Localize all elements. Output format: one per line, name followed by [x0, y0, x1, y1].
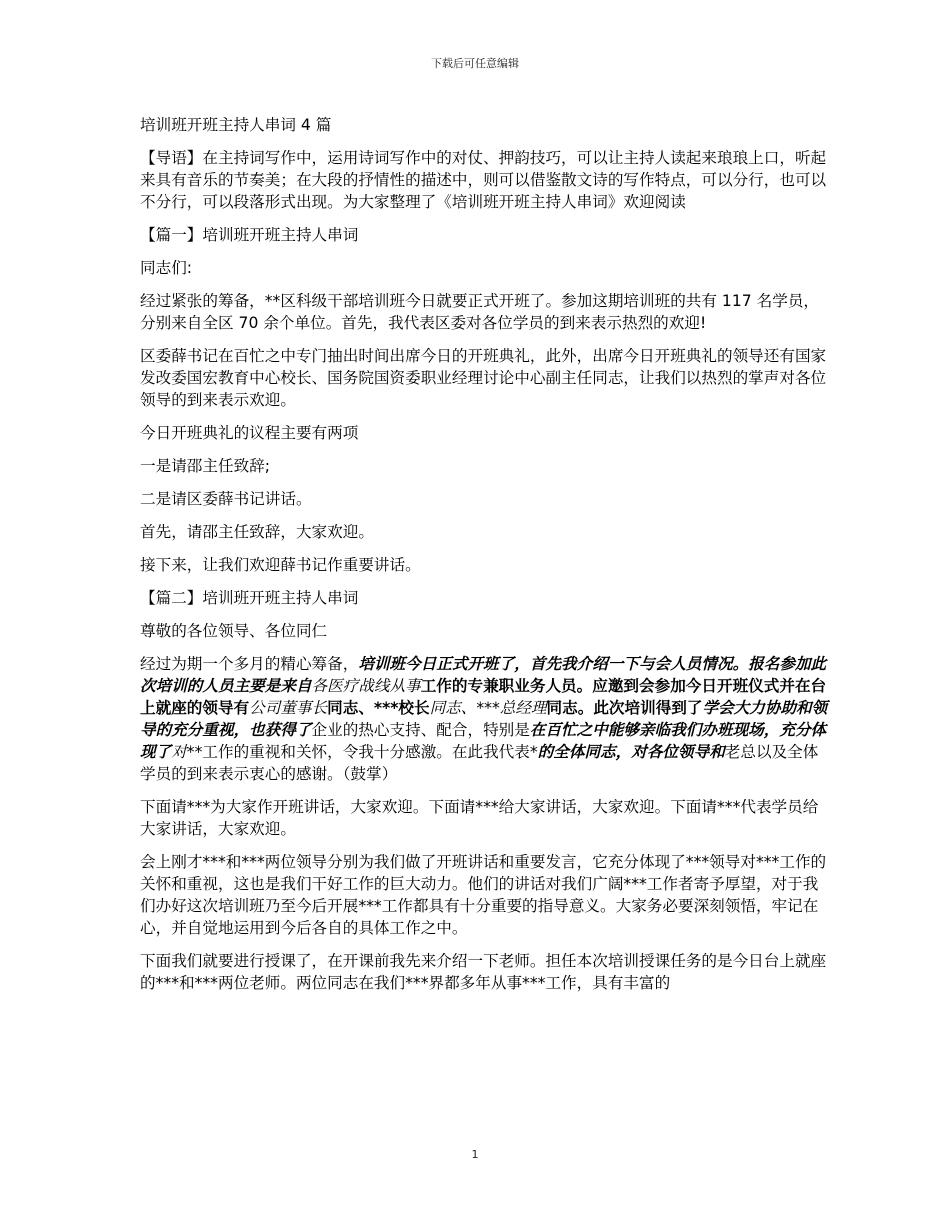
paragraph: 下面请***为大家作开班讲话，大家欢迎。下面请***给大家讲话，大家欢迎。下面请***代表学员给大家讲话，大家欢迎。 [140, 798, 819, 838]
paragraph: 区委薛书记在百忙之中专门抽出时间出席今日的开班典礼，此外，出席今日开班典礼的领导还有国家发改委国宏教育中心校长、国务院国资委职业经理讨论中心副主任同志，让我们以热烈的掌声对各位领导的到来表示欢迎。 [140, 347, 827, 409]
paragraph: 同志们: [140, 259, 193, 277]
italic-run: 各医疗战线从事 [311, 677, 421, 695]
section-two-heading: 【篇二】培训班开班主持人串词 [140, 589, 359, 607]
section-one-heading: 【篇一】培训班开班主持人串词 [140, 226, 359, 244]
text-run: 经过为期一个多月的精心筹备， [140, 655, 359, 673]
intro-paragraph: 【导语】在主持词写作中，运用诗词写作中的对仗、押韵技巧，可以让主持人读起来琅琅上口，听起来具有音乐的节奏美；在大段的抒情性的描述中，则可以借鉴散文诗的写作特点，可以分行，也可以不分行，可以段落形式出现。为大家整理了《培训班开班主持人串词》欢迎阅读 [140, 149, 827, 211]
italic-run: 同志、***总经理 [429, 699, 547, 717]
bold-run: 同志、***校长 [327, 699, 430, 717]
paragraph: 一是请邵主任致辞; [140, 457, 271, 475]
italic-run: 公司董事长 [249, 699, 328, 717]
document-title: 培训班开班主持人串词 4 篇 [140, 116, 332, 134]
bold-italic-run: 培训班今日正式开班了，首先我介绍一下与会人员情况。报名参加此次培训的人员主要是来自 [140, 655, 827, 695]
paragraph: 下面我们就要进行授课了，在开课前我先来介绍一下老师。担任本次培训授课任务的是今日台上就座的***和***两位老师。两位同志在我们***界都多年从事***工作，具有丰富的 [140, 952, 827, 992]
page-header: 下载后可任意编辑 [431, 57, 519, 70]
text-run: **工作的重视和关怀，令我十分感激。在此我代表* [186, 743, 538, 761]
bold-italic-run: 学会大力协助和领导的充分重视，也获得了 [140, 699, 828, 739]
italic-run: 对 [171, 743, 187, 761]
document-body [140, 114, 830, 1005]
bold-run: 同志。此次培训得到了 [546, 699, 703, 717]
paragraph: 会上刚才***和***两位领导分别为我们做了开班讲话和重要发言，它充分体现了***领导对***工作的关怀和重视，这也是我们干好工作的巨大动力。他们的讲话对我们广阔***工作者寄予厚望，对于我们办好这次培训班乃至今后开展***工作都具有十分重要的指导意义。大家务必要深刻领悟，牢记在心，并自觉地运用到今后各自的具体工作之中。 [140, 853, 827, 937]
bold-italic-run: 在百忙之中能够亲临我们办班现场，充分体现了 [140, 721, 827, 761]
paragraph: 二是请区委薛书记讲话。 [140, 490, 312, 508]
paragraph: 今日开班典礼的议程主要有两项 [140, 424, 359, 442]
rich-paragraph [140, 653, 830, 785]
paragraph: 首先，请邵主任致辞，大家欢迎。 [140, 523, 374, 541]
bold-italic-run: 的全体同志，对各位领导和 [537, 743, 725, 761]
paragraph: 接下来，让我们欢迎薛书记作重要讲话。 [140, 556, 421, 574]
page-number: 1 [471, 1148, 479, 1161]
text-run: 老总以及全体学员的到来表示衷心的感谢。（鼓掌） [140, 743, 819, 783]
paragraph: 经过紧张的筹备，**区科级干部培训班今日就要正式开班了。参加这期培训班的共有 117 名学员，分别来自全区 70 余个单位。首先，我代表区委对各位学员的到来表示热烈的欢迎! [140, 292, 820, 332]
greeting-line: 尊敬的各位领导、各位同仁 [140, 622, 328, 640]
bold-run: 工作的专兼职业务人员。应邀到会参加今日开班仪式并在台上就座的领导有 [140, 677, 827, 717]
text-run: 企业的热心支持、配合，特别是 [311, 721, 530, 739]
